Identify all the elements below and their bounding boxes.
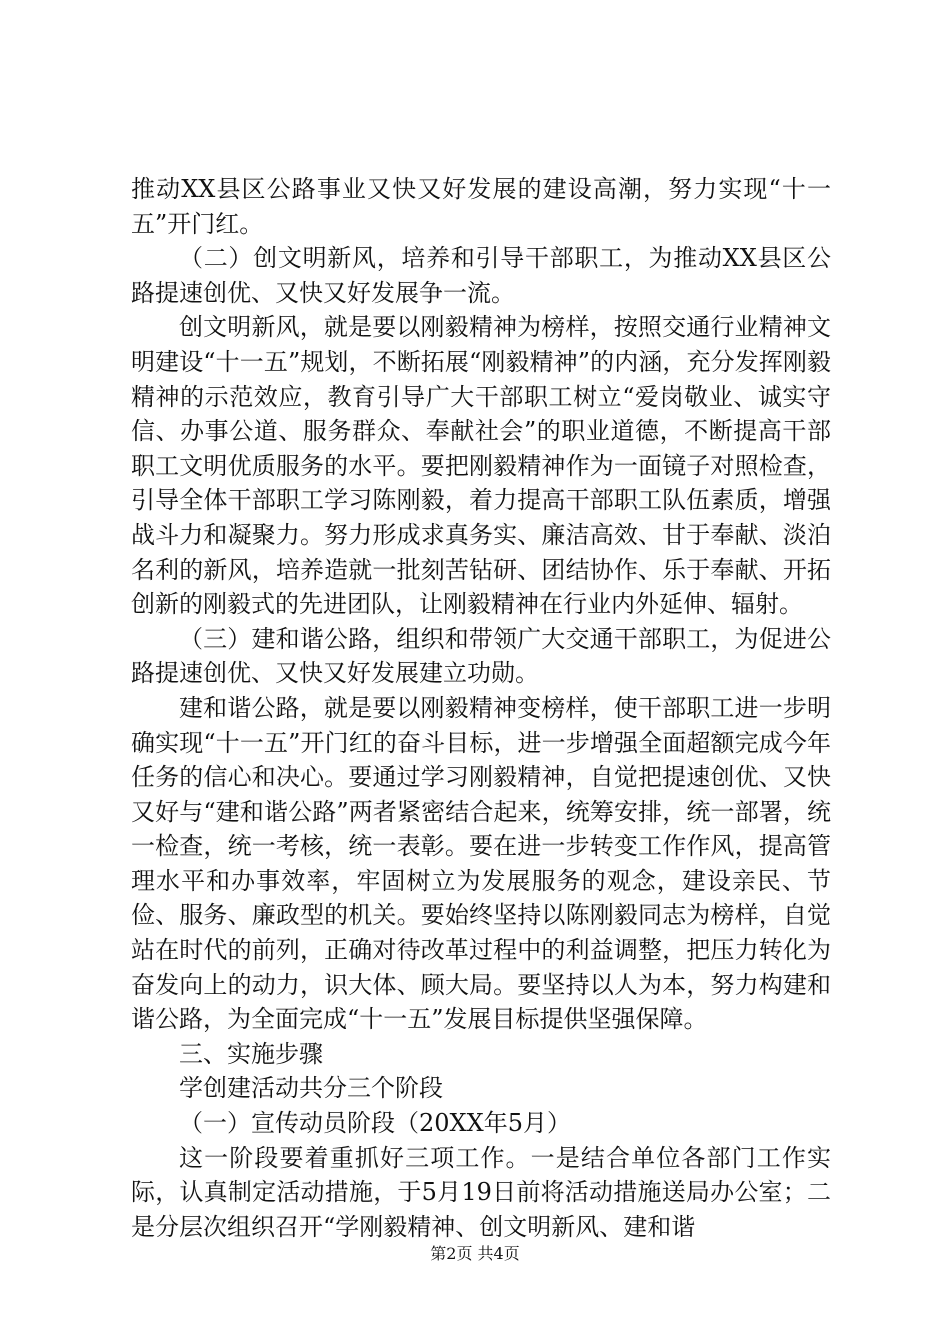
section-heading-three: （三）建和谐公路，组织和带领广大交通干部职工，为促进公路提速创优、又快又好发展建立功勋。 <box>131 624 831 688</box>
paragraph-continuation: 推动XX县区公路事业又快又好发展的建设高潮，努力实现“十一五”开门红。 <box>131 175 831 238</box>
document-body <box>131 172 831 1244</box>
paragraph-stage-one: 这一阶段要着重抓好三项工作。一是结合单位各部门工作实际，认真制定活动措施，于5月19日前将活动措施送局办公室；二是分层次组织召开“学刚毅精神、创文明新风、建和谐 <box>131 1143 831 1241</box>
stage-heading-one: （一）宣传动员阶段（20XX年5月） <box>179 1109 571 1138</box>
section-heading-two: （二）创文明新风，培养和引导干部职工，为推动XX县区公路提速创优、又快又好发展争一流。 <box>131 244 831 307</box>
paragraph-stages: 学创建活动共分三个阶段 <box>179 1074 443 1103</box>
section-heading-steps: 三、实施步骤 <box>179 1039 323 1068</box>
page-number-footer: 第2页 共4页 <box>430 1244 520 1263</box>
paragraph-harmony: 建和谐公路，就是要以刚毅精神变榜样，使干部职工进一步明确实现“十一五”开门红的奋斗目标，进一步增强全面超额完成今年任务的信心和决心。要通过学习刚毅精神，自觉把提速创优、又快又好与“建和谐公路”两者紧密结合起来，统筹安排，统一部署，统一检查，统一考核，统一表彰。要在进一步转变工作作风，提高管理水平和办事效率，牢固树立为发展服务的观念，建设亲民、节俭、服务、廉政型的机关。要始终坚持以陈刚毅同志为榜样，自觉站在时代的前列，正确对待改革过程中的利益调整，把压力转化为奋发向上的动力，识大体、顾大局。要坚持以人为本，努力构建和谐公路，为全面完成“十一五”发展目标提供坚强保障。 <box>131 693 831 1034</box>
paragraph-civilization: 创文明新风，就是要以刚毅精神为榜样，按照交通行业精神文明建设“十一五”规划，不断拓展“刚毅精神”的内涵，充分发挥刚毅精神的示范效应，教育引导广大干部职工树立“爱岗敬业、诚实守信、办事公道、服务群众、奉献社会”的职业道德，不断提高干部职工文明优质服务的水平。要把刚毅精神作为一面镜子对照检查，引导全体干部职工学习陈刚毅，着力提高干部职工队伍素质，增强战斗力和凝聚力。努力形成求真务实、廉洁高效、甘于奉献、淡泊名利的新风，培养造就一批刻苦钻研、团结协作、乐于奉献、开拓创新的刚毅式的先进团队，让刚毅精神在行业内外延伸、辐射。 <box>131 313 831 619</box>
